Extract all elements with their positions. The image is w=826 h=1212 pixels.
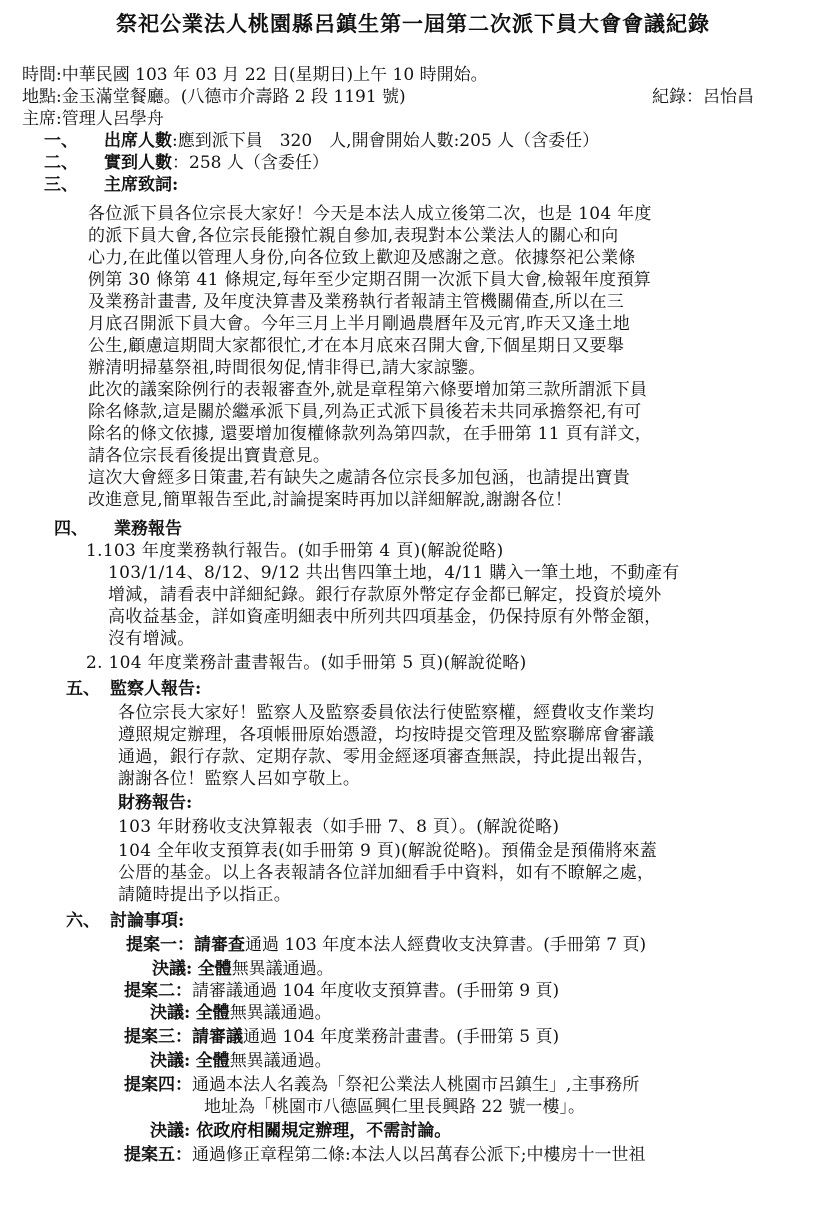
section-5-heading xyxy=(66,678,201,700)
proposal-4-text-continued: 地址為「桃園市八德區興仁里長興路 22 號一樓」。 xyxy=(204,1097,585,1117)
finance-report-line: 103 年財務收支決算報表（如手冊 7、8 頁）。(解說從略) xyxy=(118,817,560,837)
section-3-line: 改進意見,簡單報告至此,討論提案時再加以詳細解說,謝謝各位！ xyxy=(88,490,573,510)
section-3-line: 月底召開派下員大會。今年三月上半月剛過農曆年及元宵,昨天又逢土地 xyxy=(88,314,631,334)
finance-report-line: 104 全年收支預算表(如手冊第 9 頁)(解說從略)。預備金是預備將來蓋 xyxy=(118,841,658,861)
section-2 xyxy=(44,152,329,174)
proposal-1-bold: 請審查 xyxy=(194,935,245,955)
supervisor-report-line: 各位宗長大家好！監察人及監察委員依法行使監察權，經費收支作業均 xyxy=(118,703,655,723)
section-3-line: 及業務計畫書, 及年度決算書及業務執行者報請主管機關備查,所以在三 xyxy=(88,292,625,312)
section-3-line: 公生,顧慮這期間大家都很忙,才在本月底來召開大會,下個星期日又要舉 xyxy=(88,336,625,356)
resolution-3-label: 決議: xyxy=(150,1051,191,1071)
section-2-label: 實到人數 xyxy=(104,153,172,173)
proposal-3-bold: 請審議 xyxy=(192,1027,243,1047)
section-2-number: 二、 xyxy=(44,153,78,173)
section-2-text: ：258 人（含委任） xyxy=(172,153,329,173)
proposal-2-label: 提案二： xyxy=(124,981,192,1001)
place-label: 地點: xyxy=(22,87,62,107)
resolution-1 xyxy=(152,958,334,980)
section-1 xyxy=(44,130,599,152)
section-5-number: 五、 xyxy=(66,679,100,699)
proposal-4-text: 通過本法人名義為「祭祀公業法人桃園市呂鎮生」,主事務所 xyxy=(192,1075,640,1095)
section-4-heading xyxy=(54,518,182,540)
section-3-line: 辦清明掃墓祭祖,時間很匆促,情非得已,請大家諒鑒。 xyxy=(88,358,486,378)
business-report-line: 103/1/14、8/12、9/12 共出售四筆土地，4/11 購入一筆土地，不動產有 xyxy=(108,563,680,583)
proposal-3-text: 通過 104 年度業務計畫書。(手冊第 5 頁) xyxy=(243,1027,560,1047)
resolution-4-label: 決議: xyxy=(150,1121,191,1141)
resolution-2-bold: 全體 xyxy=(195,1003,230,1023)
section-3-line: 各位派下員各位宗長大家好！今天是本法人成立後第二次，也是 104 年度 xyxy=(88,204,652,224)
business-report-line: 高收益基金，詳如資產明細表中所列共四項基金，仍保持原有外幣金額， xyxy=(108,607,662,627)
time-label: 時間: xyxy=(22,65,62,85)
proposal-2 xyxy=(124,980,559,1002)
supervisor-report-line: 通過，銀行存款、定期存款、零用金經逐項審查無誤，持此提出報告， xyxy=(118,747,655,767)
section-3-line: 的派下員大會,各位宗長能撥忙親自參加,表現對本公業法人的關心和向 xyxy=(88,226,619,246)
resolution-2-text: 無異議通過。 xyxy=(229,1003,332,1023)
section-3-heading xyxy=(44,174,178,196)
section-3-line: 此次的議案除例行的表報審查外,就是章程第六條要增加第三款所謂派下員 xyxy=(88,380,648,400)
section-6-heading xyxy=(66,910,184,932)
resolution-3-text: 無異議通過。 xyxy=(229,1051,332,1071)
section-3-line: 心力,在此僅以管理人身份,向各位致上歡迎及感謝之意。依據祭祀公業條 xyxy=(88,248,636,268)
resolution-4-text: 依政府相關規定辦理，不需討論。 xyxy=(196,1121,452,1141)
recorder-line xyxy=(652,86,754,108)
proposal-3 xyxy=(124,1026,559,1048)
recorder-label: 紀錄： xyxy=(652,87,703,107)
section-1-text: :應到派下員 320 人,開會開始人數:205 人（含委任） xyxy=(172,131,600,151)
section-4-number: 四、 xyxy=(54,519,88,539)
resolution-3-bold: 全體 xyxy=(195,1051,230,1071)
section-3-line: 除名條款,這是關於繼承派下員,列為正式派下員後若未共同承擔祭祀,有可 xyxy=(88,402,642,422)
section-1-label: 出席人數 xyxy=(104,131,172,151)
recorder-name: 呂怡昌 xyxy=(703,87,754,107)
meeting-time: 中華民國 103 年 03 月 22 日(星期日)上午 10 時開始。 xyxy=(61,65,488,85)
supervisor-report-line: 謝謝各位！監察人呂如亨敬上。 xyxy=(118,769,361,789)
chair-line xyxy=(22,108,164,130)
business-report-item-1: 1.103 年度業務執行報告。(如手冊第 4 頁)(解說從略) xyxy=(86,541,504,561)
business-report-item-2: 2. 104 年度業務計畫書報告。(如手冊第 5 頁)(解說從略) xyxy=(86,653,527,673)
meeting-place: 金玉滿堂餐廳。(八德市介壽路 2 段 1191 號) xyxy=(61,87,406,107)
section-4-label: 業務報告 xyxy=(114,519,182,539)
proposal-4 xyxy=(124,1074,639,1096)
finance-report-label: 財務報告: xyxy=(118,793,193,813)
resolution-1-label: 決議: xyxy=(152,959,193,979)
section-3-number: 三、 xyxy=(44,175,78,195)
proposal-1-text: 通過 103 年度本法人經費收支決算書。(手冊第 7 頁) xyxy=(245,935,647,955)
proposal-2-text: 請審議通過 104 年度收支預算書。(手冊第 9 頁) xyxy=(192,981,560,1001)
business-report-line: 沒有增減。 xyxy=(108,629,195,649)
section-6-number: 六、 xyxy=(66,911,100,931)
section-5-label: 監察人報告: xyxy=(110,679,202,699)
proposal-4-label: 提案四： xyxy=(124,1075,192,1095)
supervisor-report-line: 遵照規定辦理，各項帳冊原始憑證，均按時提交管理及監察聯席會審議 xyxy=(118,725,655,745)
finance-report-line: 請隨時提出予以指正。 xyxy=(118,885,291,905)
section-6-label: 討論事項: xyxy=(110,911,185,931)
section-3-line: 請各位宗長看後提出寶貴意見。 xyxy=(88,446,331,466)
finance-report-line: 公厝的基金。以上各表報請各位詳加細看手中資料，如有不瞭解之處， xyxy=(118,863,655,883)
resolution-3 xyxy=(150,1050,332,1072)
resolution-1-text: 無異議通過。 xyxy=(231,959,334,979)
proposal-1 xyxy=(126,934,646,956)
place-line xyxy=(22,86,406,108)
document-title: 祭祀公業法人桃園縣呂鎮生第一屆第二次派下員大會會議紀錄 xyxy=(116,11,710,36)
proposal-1-label: 提案一： xyxy=(126,935,194,955)
time-line xyxy=(22,64,488,86)
resolution-2 xyxy=(150,1002,332,1024)
proposal-5-text: 通過修正章程第二條:本法人以呂萬春公派下;中樓房十一世祖 xyxy=(192,1145,646,1165)
resolution-1-bold: 全體 xyxy=(197,959,232,979)
section-3-line: 除名的條文依據, 還要增加復權條款列為第四款，在手冊第 11 頁有詳文， xyxy=(88,424,653,444)
chair-name: 管理人呂學舟 xyxy=(61,109,164,129)
section-3-line: 這次大會經多日策畫,若有缺失之處請各位宗長多加包涵，也請提出寶貴 xyxy=(88,468,631,488)
resolution-4 xyxy=(150,1120,451,1142)
chair-label: 主席: xyxy=(22,109,62,129)
proposal-5 xyxy=(124,1144,645,1166)
section-1-number: 一、 xyxy=(44,131,78,151)
section-3-line: 例第 30 條第 41 條規定,每年至少定期召開一次派下員大會,檢報年度預算 xyxy=(88,270,652,290)
proposal-5-label: 提案五： xyxy=(124,1145,192,1165)
section-3-label: 主席致詞: xyxy=(104,175,179,195)
resolution-2-label: 決議: xyxy=(150,1003,191,1023)
proposal-3-label: 提案三： xyxy=(124,1027,192,1047)
business-report-line: 增減，請看表中詳細紀錄。銀行存款原外幣定存金都已解定，投資於境外 xyxy=(108,585,662,605)
